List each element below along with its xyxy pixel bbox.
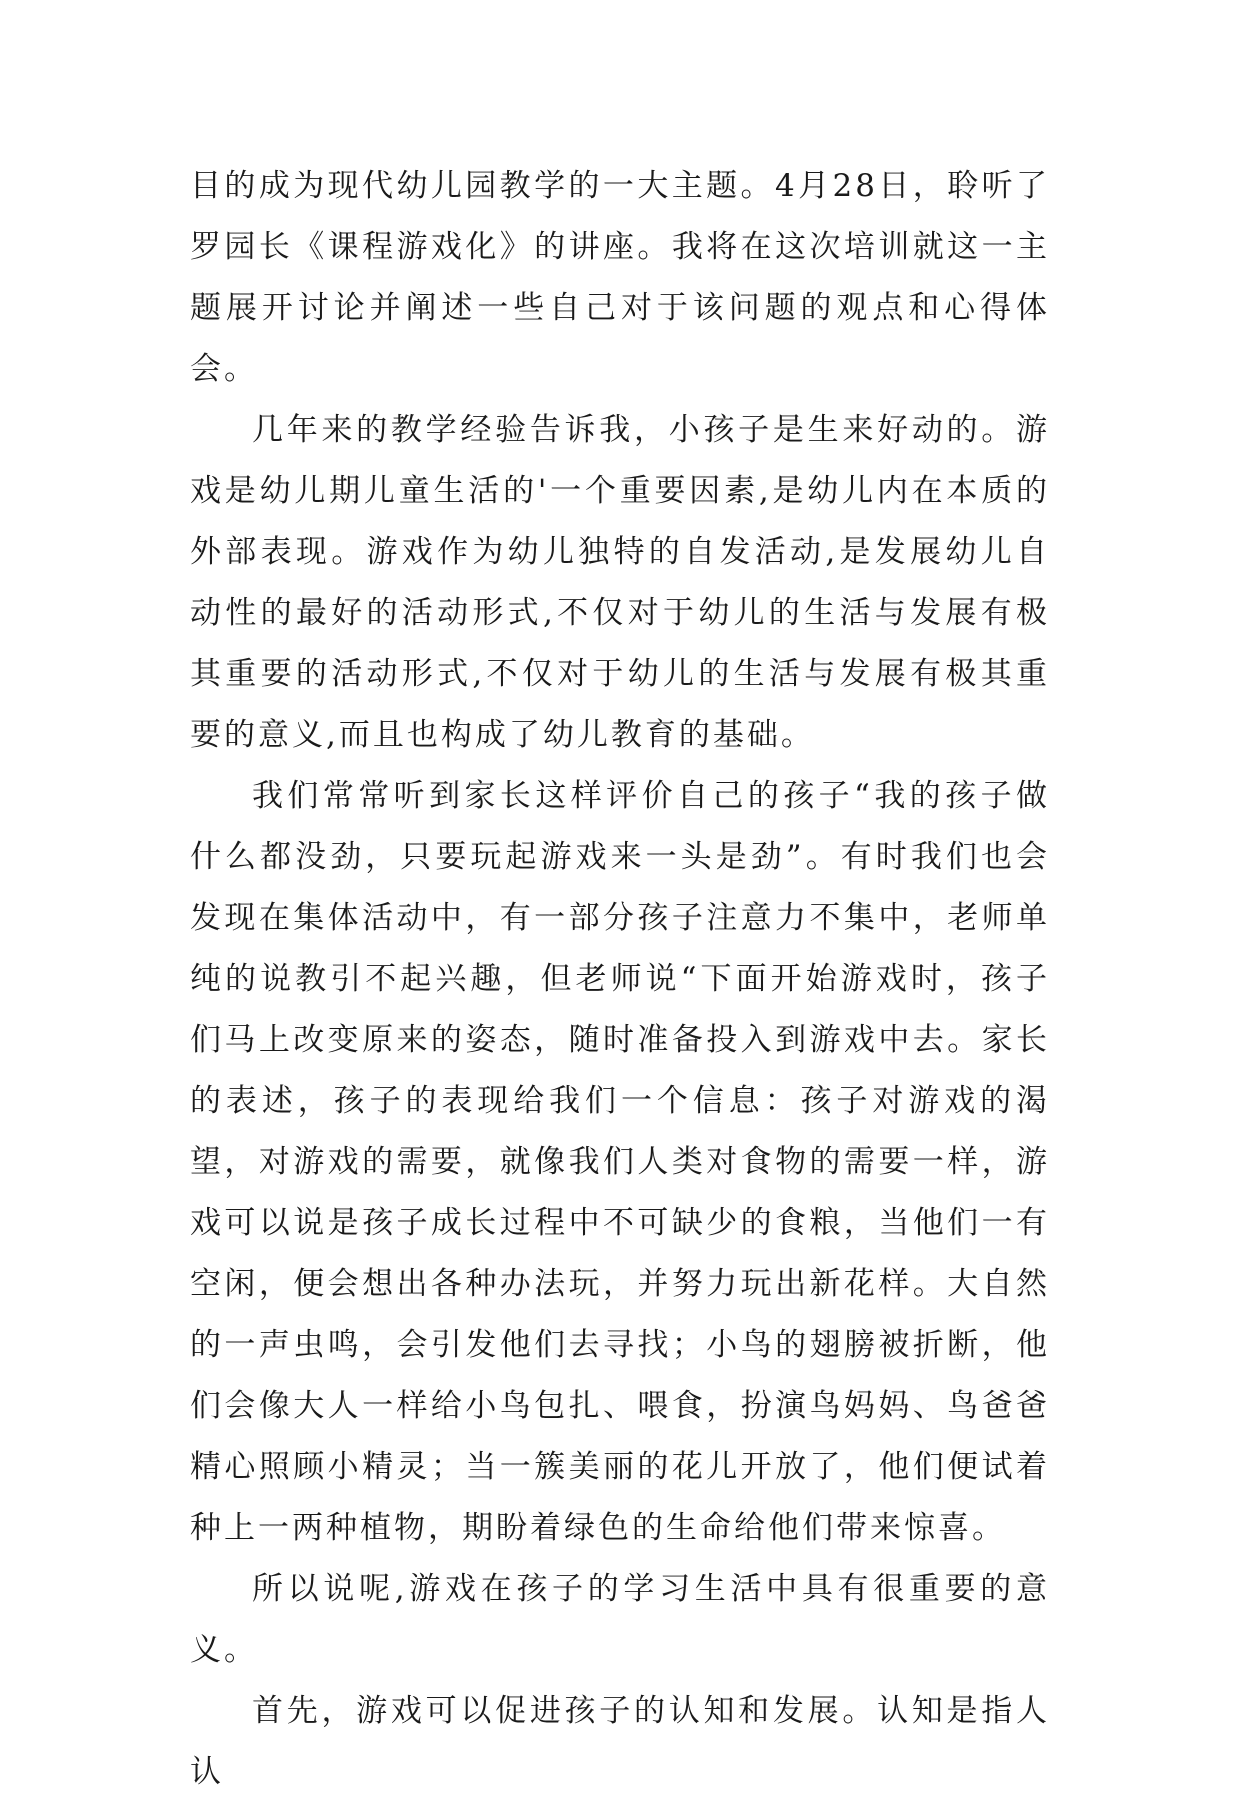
- paragraph-continuation: 目的成为现代幼儿园教学的一大主题。4月28日，聆听了罗园长《课程游戏化》的讲座。我将在这次培训就这一主题展开讨论并阐述一些自己对于该问题的观点和心得体会。: [190, 168, 1050, 387]
- paragraph: 所以说呢,游戏在孩子的学习生活中具有很重要的意义。: [190, 1571, 1050, 1668]
- paragraph: 我们常常听到家长这样评价自己的孩子“我的孩子做什么都没劲，只要玩起游戏来一头是劲”。有时我们也会发现在集体活动中，有一部分孩子注意力不集中，老师单纯的说教引不起兴趣，但老师说“下面开始游戏时，孩子们马上改变原来的姿态，随时准备投入到游戏中去。家长的表述，孩子的表现给我们一个信息：孩子对游戏的渴望，对游戏的需要，就像我们人类对食物的需要一样，游戏可以说是孩子成长过程中不可缺少的食粮，当他们一有空闲，便会想出各种办法玩，并努力玩出新花样。大自然的一声虫鸣，会引发他们去寻找；小鸟的翅膀被折断，他们会像大人一样给小鸟包扎、喂食，扮演鸟妈妈、鸟爸爸精心照顾小精灵；当一簇美丽的花儿开放了，他们便试着种上一两种植物，期盼着绿色的生命给他们带来惊喜。: [190, 778, 1050, 1546]
- paragraph: 首先，游戏可以促进孩子的认知和发展。认知是指人认: [190, 1693, 1050, 1790]
- paragraph: 几年来的教学经验告诉我，小孩子是生来好动的。游戏是幼儿期儿童生活的'一个重要因素,是幼儿内在本质的外部表现。游戏作为幼儿独特的自发活动,是发展幼儿自动性的最好的活动形式,不仅对于幼儿的生活与发展有极其重要的活动形式,不仅对于幼儿的生活与发展有极其重要的意义,而且也构成了幼儿教育的基础。: [190, 412, 1050, 753]
- document-body: [190, 156, 1050, 1803]
